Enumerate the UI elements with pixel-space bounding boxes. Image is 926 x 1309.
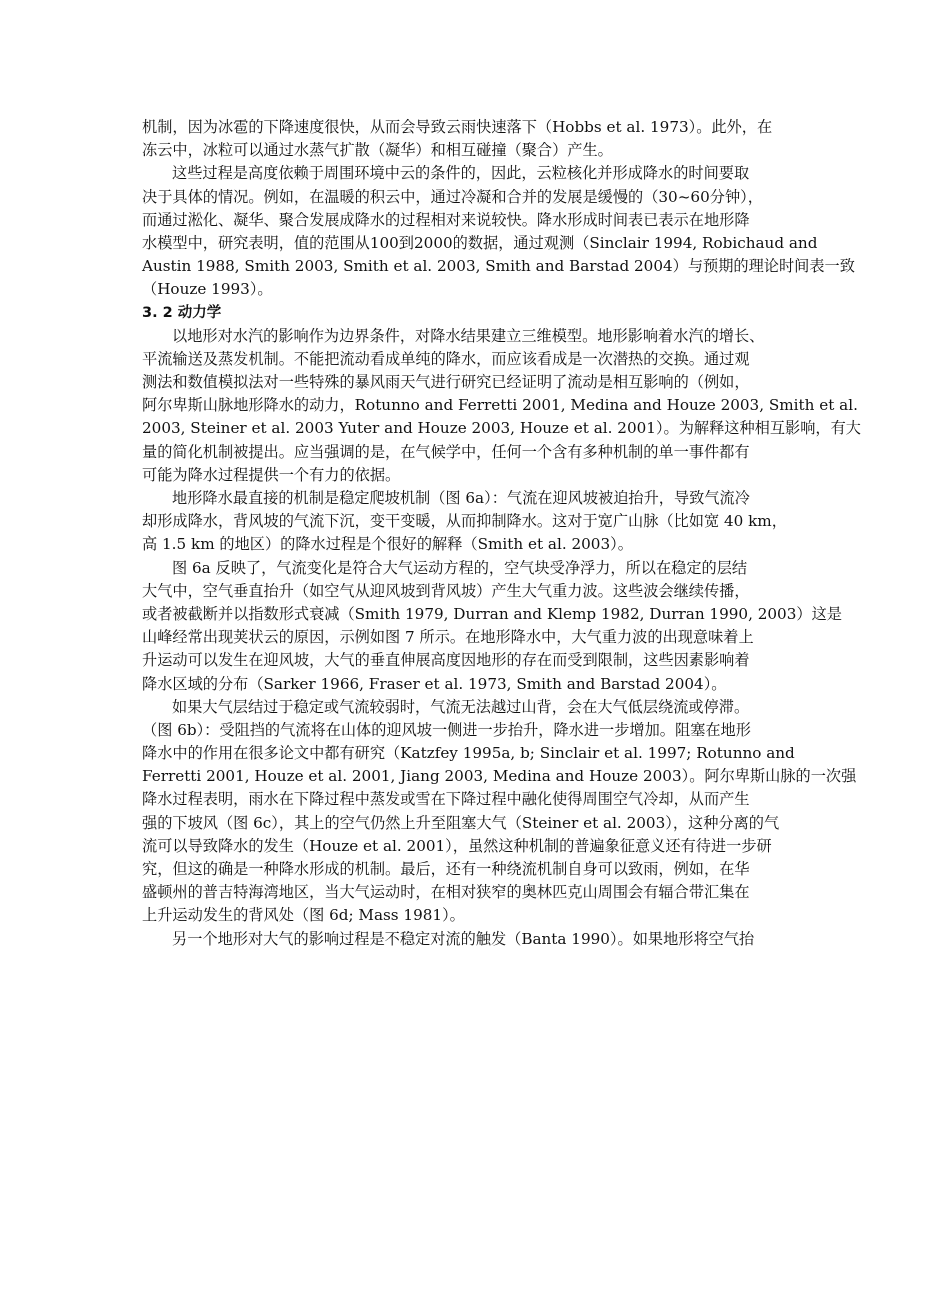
text-line: 而通过淞化、凝华、聚合发展成降水的过程相对来说较快。降水形成时间表已表示在地形降 xyxy=(142,210,750,229)
text-line: 测法和数值模拟法对一些特殊的暴风雨天气进行研究已经证明了流动是相互影响的（例如， xyxy=(142,373,750,392)
text-line: 究，但这的确是一种降水形成的机制。最后，还有一种绕流机制自身可以致雨，例如，在华 xyxy=(142,860,750,878)
section-heading: 3. 2 动力学 xyxy=(142,304,222,321)
text-line: 降水过程表明，雨水在下降过程中蒸发或雪在下降过程中融化使得周围空气冷却，从而产生 xyxy=(142,790,750,809)
text-line: 强的下坡风（图 6c），其上的空气仍然上升至阻塞大气（Steiner et al. 2003），这种分离的气 xyxy=(142,813,780,832)
paragraph-start-line: 这些过程是高度依赖于周围环境中云的条件的，因此，云粒核化并形成降水的时间要取 xyxy=(172,164,750,183)
paragraph-start-line: 如果大气层结过于稳定或气流较弱时，气流无法越过山背，会在大气低层绕流或停滞。 xyxy=(172,697,750,716)
text-line: 高 1.5 km 的地区）的降水过程是个很好的解释（Smith et al. 2003）。 xyxy=(142,535,633,554)
text-line: 或者被截断并以指数形式衰减（Smith 1979, Durran and Klemp 1982, Durran 1990, 2003）这是 xyxy=(142,604,842,623)
text-line: 2003, Steiner et al. 2003 Yuter and Houze 2003, Houze et al. 2001）。为解释这种相互影响，有大 xyxy=(142,419,861,438)
text-line: 上升运动发生的背风处（图 6d; Mass 1981）。 xyxy=(142,906,465,925)
document-page xyxy=(142,116,861,951)
text-line: 却形成降水，背风坡的气流下沉，变干变暖，从而抑制降水。这对于宽广山脉（比如宽 40 km， xyxy=(142,512,787,531)
text-line: 流可以导致降水的发生（Houze et al. 2001），虽然这种机制的普遍象征意义还有待进一步研 xyxy=(142,836,772,855)
text-line: （Houze 1993）。 xyxy=(142,280,273,299)
text-line: （图 6b）：受阻挡的气流将在山体的迎风坡一侧进一步抬升，降水进一步增加。阻塞在地形 xyxy=(142,720,751,739)
paragraph-start-line: 图 6a 反映了，气流变化是符合大气运动方程的，空气块受净浮力，所以在稳定的层结 xyxy=(172,558,748,577)
text-line: 决于具体的情况。例如，在温暖的积云中，通过冷凝和合并的发展是缓慢的（30~60分钟）， xyxy=(142,187,763,206)
paragraph-start-line: 以地形对水汽的影响作为边界条件，对降水结果建立三维模型。地形影响着水汽的增长、 xyxy=(172,326,765,345)
text-line: 升运动可以发生在迎风坡，大气的垂直伸展高度因地形的存在而受到限制，这些因素影响着 xyxy=(142,651,750,670)
text-line: 量的简化机制被提出。应当强调的是，在气候学中，任何一个含有多种机制的单一事件都有 xyxy=(142,442,750,461)
text-line: 降水区域的分布（Sarker 1966, Fraser et al. 1973, Smith and Barstad 2004）。 xyxy=(142,674,727,693)
text-line: 大气中，空气垂直抬升（如空气从迎风坡到背风坡）产生大气重力波。这些波会继续传播， xyxy=(142,581,750,600)
text-line: 可能为降水过程提供一个有力的依据。 xyxy=(142,465,401,484)
text-line: 盛顿州的普吉特海湾地区，当大气运动时，在相对狭窄的奥林匹克山周围会有辐合带汇集在 xyxy=(142,883,750,902)
text-line: 降水中的作用在很多论文中都有研究（Katzfey 1995a, b; Sinclair et al. 1997; Rotunno and xyxy=(142,744,795,763)
paragraph-start-line: 地形降水最直接的机制是稳定爬坡机制（图 6a）：气流在迎风坡被迫抬升，导致气流冷 xyxy=(172,489,750,507)
paragraph-start-line: 另一个地形对大气的影响过程是不稳定对流的触发（Banta 1990）。如果地形将空气抬 xyxy=(172,929,755,948)
text-line: Austin 1988, Smith 2003, Smith et al. 2003, Smith and Barstad 2004）与预期的理论时间表一致 xyxy=(142,257,855,276)
text-line: 山峰经常出现荚状云的原因，示例如图 7 所示。在地形降水中，大气重力波的出现意味着上 xyxy=(142,628,754,647)
text-line: Ferretti 2001, Houze et al. 2001, Jiang 2003, Medina and Houze 2003）。阿尔卑斯山脉的一次强 xyxy=(142,767,857,786)
text-line: 阿尔卑斯山脉地形降水的动力，Rotunno and Ferretti 2001, Medina and Houze 2003, Smith et al. xyxy=(142,396,858,415)
text-line: 水模型中，研究表明，值的范围从100到2000的数据，通过观测（Sinclair 1994, Robichaud and xyxy=(142,233,818,252)
text-line: 冻云中，冰粒可以通过水蒸气扩散（凝华）和相互碰撞（聚合）产生。 xyxy=(142,141,613,160)
text-line: 平流输送及蒸发机制。不能把流动看成单纯的降水，而应该看成是一次潜热的交换。通过观 xyxy=(142,349,750,368)
text-line: 机制，因为冰雹的下降速度很快，从而会导致云雨快速落下（Hobbs et al. 1973）。此外，在 xyxy=(142,118,773,136)
